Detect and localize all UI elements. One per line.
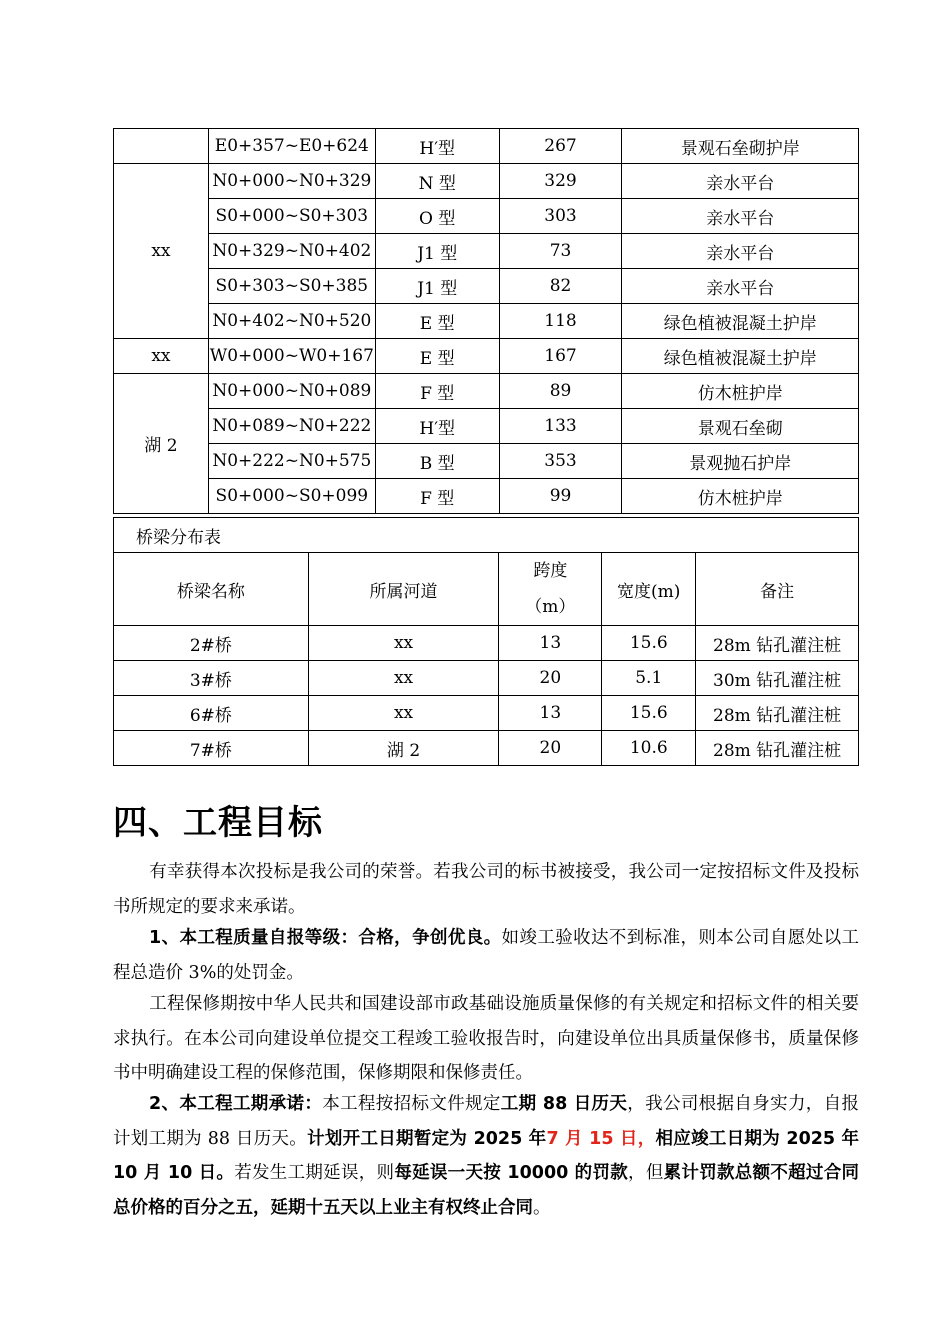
table-row (114, 129, 859, 164)
length-cell: 99 (499, 479, 622, 514)
schedule-start-date: 7 月 15 日， (546, 1128, 656, 1149)
bridge-table (113, 517, 859, 766)
width-cell: 15.6 (602, 626, 696, 661)
form-cell: 亲水平台 (622, 234, 859, 269)
type-cell: H′型 (375, 129, 499, 164)
form-cell: 绿色植被混凝土护岸 (622, 339, 859, 374)
type-cell: H′型 (375, 409, 499, 444)
header-span (499, 553, 602, 626)
form-cell: 亲水平台 (622, 199, 859, 234)
table-row (114, 374, 859, 409)
bridge-name-cell: 2#桥 (114, 626, 309, 661)
header-note: 备注 (696, 553, 859, 626)
type-cell: O 型 (375, 199, 499, 234)
schedule-text-5: 。 (533, 1197, 551, 1218)
schedule-text-3: 若发生工期延误，则 (234, 1163, 395, 1183)
schedule-text-4: ，但 (628, 1163, 664, 1183)
paragraph-quality (113, 921, 859, 990)
type-cell: F 型 (375, 374, 499, 409)
schedule-finish: 相应竣工日期为 2025 年 10 月 10 日。 (113, 1128, 859, 1183)
length-cell: 303 (499, 199, 622, 234)
width-cell: 10.6 (602, 731, 696, 766)
table-row (114, 731, 859, 766)
type-cell: E 型 (375, 304, 499, 339)
table-row (114, 696, 859, 731)
bridge-name-cell: 7#桥 (114, 731, 309, 766)
table-row (114, 661, 859, 696)
header-width: 宽度(m) (602, 553, 696, 626)
header-span-label: 跨度 (533, 561, 568, 581)
length-cell: 353 (499, 444, 622, 479)
note-cell: 28m 钻孔灌注桩 (696, 731, 859, 766)
type-cell: B 型 (375, 444, 499, 479)
type-cell: E 型 (375, 339, 499, 374)
table-row (114, 626, 859, 661)
bridge-name-cell: 6#桥 (114, 696, 309, 731)
section-cell: W0+000~W0+167 (208, 339, 375, 374)
form-cell: 景观石垒砌护岸 (622, 129, 859, 164)
bridge-table-caption: 桥梁分布表 (114, 518, 859, 553)
schedule-text-2: ，我公司根据自身实力，自报计划工期为 88 日历天。 (113, 1094, 860, 1149)
schedule-heading: 2、本工程工期承诺： (149, 1094, 323, 1114)
warranty-text: 工程保修期按中华人民共和国建设部市政基础设施质量保修的有关规定和招标文件的相关要求执行。在本公司向建设单位提交工程竣工验收报告时，向建设单位出具质量保修书，质量保修书中明确建设工程的保修范围，保修期限和保修责任。 (113, 994, 859, 1083)
length-cell: 82 (499, 269, 622, 304)
note-cell: 28m 钻孔灌注桩 (696, 626, 859, 661)
section-cell: N0+329~N0+402 (208, 234, 375, 269)
table-row (114, 199, 859, 234)
table-row (114, 304, 859, 339)
table-header-row (114, 553, 859, 626)
span-cell: 20 (499, 661, 602, 696)
group-cell: xx (114, 164, 209, 339)
form-cell: 仿木桩护岸 (622, 479, 859, 514)
river-cell: xx (308, 696, 499, 731)
section-cell: S0+303~S0+385 (208, 269, 375, 304)
length-cell: 118 (499, 304, 622, 339)
paragraph-warranty (113, 987, 859, 1091)
section-heading: 四、工程目标 (113, 803, 323, 843)
type-cell: J1 型 (375, 269, 499, 304)
length-cell: 329 (499, 164, 622, 199)
section-cell: S0+000~S0+099 (208, 479, 375, 514)
width-cell: 15.6 (602, 696, 696, 731)
quality-text: 如竣工验收达不到标准，则本公司自愿处以工程总造价 3%的处罚金。 (113, 928, 859, 983)
table-row (114, 164, 859, 199)
length-cell: 267 (499, 129, 622, 164)
section-cell: E0+357~E0+624 (208, 129, 375, 164)
table-row (114, 479, 859, 514)
length-cell: 133 (499, 409, 622, 444)
group-cell (114, 129, 209, 164)
length-cell: 89 (499, 374, 622, 409)
section-cell: N0+000~N0+329 (208, 164, 375, 199)
schedule-penalty: 每延误一天按 10000 的罚款 (394, 1163, 629, 1183)
section-cell: S0+000~S0+303 (208, 199, 375, 234)
bridge-name-cell: 3#桥 (114, 661, 309, 696)
group-cell: 湖 2 (114, 374, 209, 514)
paragraph-intro (113, 855, 859, 924)
type-cell: N 型 (375, 164, 499, 199)
table-caption-row (114, 518, 859, 553)
section-cell: N0+402~N0+520 (208, 304, 375, 339)
paragraph-schedule (113, 1087, 859, 1225)
schedule-duration: 工期 88 日历天 (500, 1094, 628, 1114)
table-row (114, 339, 859, 374)
river-cell: xx (308, 626, 499, 661)
header-river: 所属河道 (308, 553, 499, 626)
section-cell: N0+000~N0+089 (208, 374, 375, 409)
note-cell: 30m 钻孔灌注桩 (696, 661, 859, 696)
form-cell: 景观石垒砌 (622, 409, 859, 444)
note-cell: 28m 钻孔灌注桩 (696, 696, 859, 731)
form-cell: 景观抛石护岸 (622, 444, 859, 479)
span-cell: 13 (499, 696, 602, 731)
section-cell: N0+089~N0+222 (208, 409, 375, 444)
intro-text: 有幸获得本次投标是我公司的荣誉。若我公司的标书被接受，我公司一定按招标文件及投标书所规定的要求来承诺。 (113, 862, 859, 917)
type-cell: J1 型 (375, 234, 499, 269)
form-cell: 亲水平台 (622, 269, 859, 304)
length-cell: 73 (499, 234, 622, 269)
span-cell: 20 (499, 731, 602, 766)
width-cell: 5.1 (602, 661, 696, 696)
schedule-start: 计划开工日期暂定为 2025 年 (307, 1128, 547, 1149)
type-cell: F 型 (375, 479, 499, 514)
table-row (114, 234, 859, 269)
river-cell: xx (308, 661, 499, 696)
river-cell: 湖 2 (308, 731, 499, 766)
schedule-text-1: 本工程按招标文件规定 (322, 1094, 501, 1114)
section-cell: N0+222~N0+575 (208, 444, 375, 479)
table-row (114, 409, 859, 444)
group-cell: xx (114, 339, 209, 374)
form-cell: 仿木桩护岸 (622, 374, 859, 409)
form-cell: 亲水平台 (622, 164, 859, 199)
table-row (114, 269, 859, 304)
span-cell: 13 (499, 626, 602, 661)
schedule-penalty-cap: 累计罚款总额不超过合同总价格的百分之五，延期十五天以上业主有权终止合同 (113, 1163, 860, 1218)
header-span-unit: （m） (525, 597, 576, 617)
quality-commitment: 1、本工程质量自报等级：合格，争创优良。 (149, 928, 502, 948)
form-cell: 绿色植被混凝土护岸 (622, 304, 859, 339)
header-bridge-name: 桥梁名称 (114, 553, 309, 626)
table-row (114, 444, 859, 479)
length-cell: 167 (499, 339, 622, 374)
river-bank-table (113, 128, 859, 514)
